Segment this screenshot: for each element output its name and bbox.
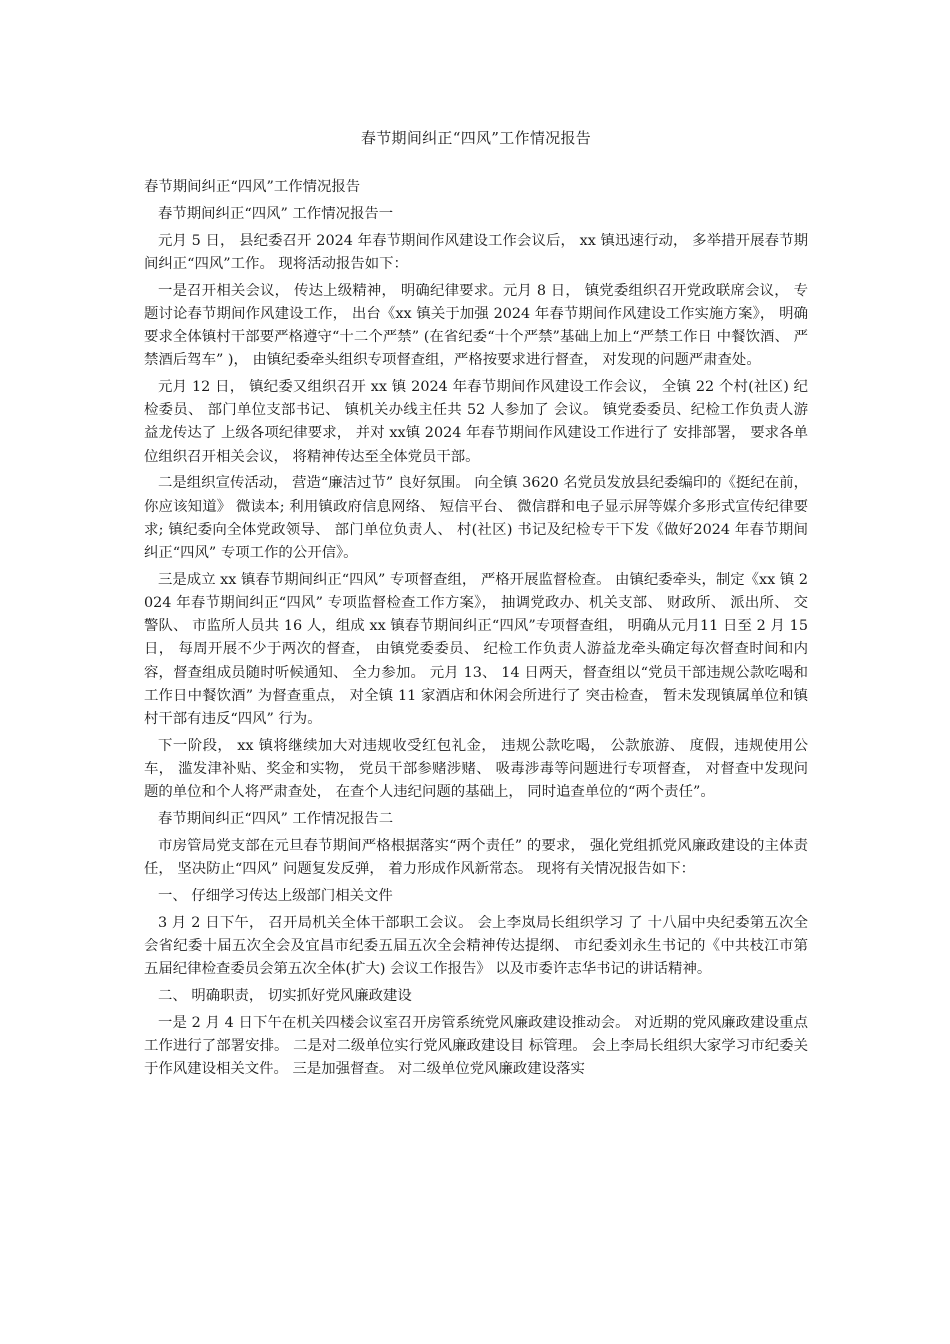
paragraph: 一是 2 月 4 日下午在机关四楼会议室召开房管系统党风廉政建设推动会。 对近期的党风廉政建设重点工作进行了部署安排。 二是对二级单位实行党风廉政建设目 标管理。 会上李局长组织大家学习市纪委关于作风建设相关文件。 三是加强督查。 对二级单位党风廉政建设落实: [144, 1014, 808, 1078]
paragraph: 一是召开相关会议， 传达上级精神， 明确纪律要求。元月 8 日， 镇党委组织召开党政联席会议， 专题讨论春节期间作风建设工作， 出台《xx 镇关于加强 2024 年春节期间作风建设工作实施方案》， 明确要求全体镇村干部要严格遵守“十二个严禁” (在省纪委“十个严禁”基础上加上“严禁工作日 中餐饮酒、 严禁酒后驾车” )， 由镇纪委牵头组织专项督查组，严格按要求进行督查， 对发现的问题严肃查处。: [144, 282, 808, 369]
paragraph: 下一阶段， xx 镇将继续加大对违规收受红包礼金， 违规公款吃喝， 公款旅游、 度假，违规使用公车， 滥发津补贴、奖金和实物， 党员干部参赌涉赌、 吸毒涉毒等问题进行专项督查， 对督查中发现问题的单位和个人将严肃查处， 在查个人违纪问题的基础上， 同时追查单位的“两个责任”。: [144, 737, 808, 801]
paragraph: 元月 5 日， 县纪委召开 2024 年春节期间作风建设工作会议后， xx 镇迅速行动， 多举措开展春节期间纠正“四风”工作。 现将活动报告如下：: [144, 232, 808, 272]
paragraph: 元月 12 日， 镇纪委又组织召开 xx 镇 2024 年春节期间作风建设工作会议， 全镇 22 个村(社区) 纪检委员、 部门单位支部书记、 镇机关办线主任共 52 人参加了 会议。 镇党委委员、纪检工作负责人游益龙传达了 上级各项纪律要求， 并对 xx镇 2024 年春节期间作风建设工作进行了 安排部署， 要求各单位组织召开相关会议， 将精神传达至全体党员干部。: [144, 379, 808, 465]
paragraph: 三是成立 xx 镇春节期间纠正“四风” 专项督查组， 严格开展监督检查。 由镇纪委牵头，制定《xx 镇 2024 年春节期间纠正“四风” 专项监督检查工作方案》， 抽调党政办、机关支部、 财政所、 派出所、 交警队、 市监所人员共 16 人，组成 xx 镇春节期间纠正“四风”专项督查组， 明确从元月11 日至 2 月 15 日， 每周开展不少于两次的督查， 由镇党委委员、 纪检工作负责人游益龙牵头确定每次督查时间和内容，督查组成员随时听候通知、 全力参加。 元月 13、 14 日两天，督查组以“党员干部违规公款吃喝和工作日中餐饮酒” 为督查重点， 对全镇 11 家酒店和休闲会所进行了 突击检查， 暂未发现镇属单位和镇村干部有违反“四风” 行为。: [144, 571, 808, 728]
paragraph-subheading-2: 春节期间纠正“四风” 工作情况报告二: [158, 811, 394, 828]
paragraph-subheading-1: 春节期间纠正“四风” 工作情况报告一: [158, 205, 394, 222]
document-body: [144, 176, 808, 1085]
paragraph: 3 月 2 日下午， 召开局机关全体干部职工会议。 会上李岚局长组织学习 了 十八届中央纪委第五次全会省纪委十届五次全会及宜昌市纪委五届五次全会精神传达提纲、 市纪委刘永生书记的《中共枝江市第五届纪律检查委员会第五次全体(扩大) 会议工作报告》 以及市委许志华书记的讲话精神。: [144, 914, 808, 978]
paragraph-heading: 春节期间纠正“四风”工作情况报告: [144, 179, 361, 195]
paragraph: 市房管局党支部在元旦春节期间严格根据落实“两个责任” 的要求， 强化党组抓党风廉政建设的主体责任， 坚决防止“四风” 问题复发反弹， 着力形成作风新常态。 现将有关情况报告如下：: [144, 837, 808, 878]
document-title: 春节期间纠正“四风”工作情况报告: [360, 129, 592, 147]
paragraph: 二是组织宣传活动， 营造“廉洁过节” 良好氛围。 向全镇 3620 名党员发放县纪委编印的《挺纪在前， 你应该知道》 微读本; 利用镇政府信息网络、 短信平台、 微信群和电子显示屏等媒介多形式宣传纪律要求; 镇纪委向全体党政领导、 部门单位负责人、 村(社区) 书记及纪检专干下发《做好2024 年春节期间纠正“四风” 专项工作的公开信》。: [144, 475, 808, 562]
section-heading-2: 二、 明确职责， 切实抓好党风廉政建设: [158, 987, 412, 1004]
section-heading-1: 一、 仔细学习传达上级部门相关文件: [158, 887, 393, 904]
